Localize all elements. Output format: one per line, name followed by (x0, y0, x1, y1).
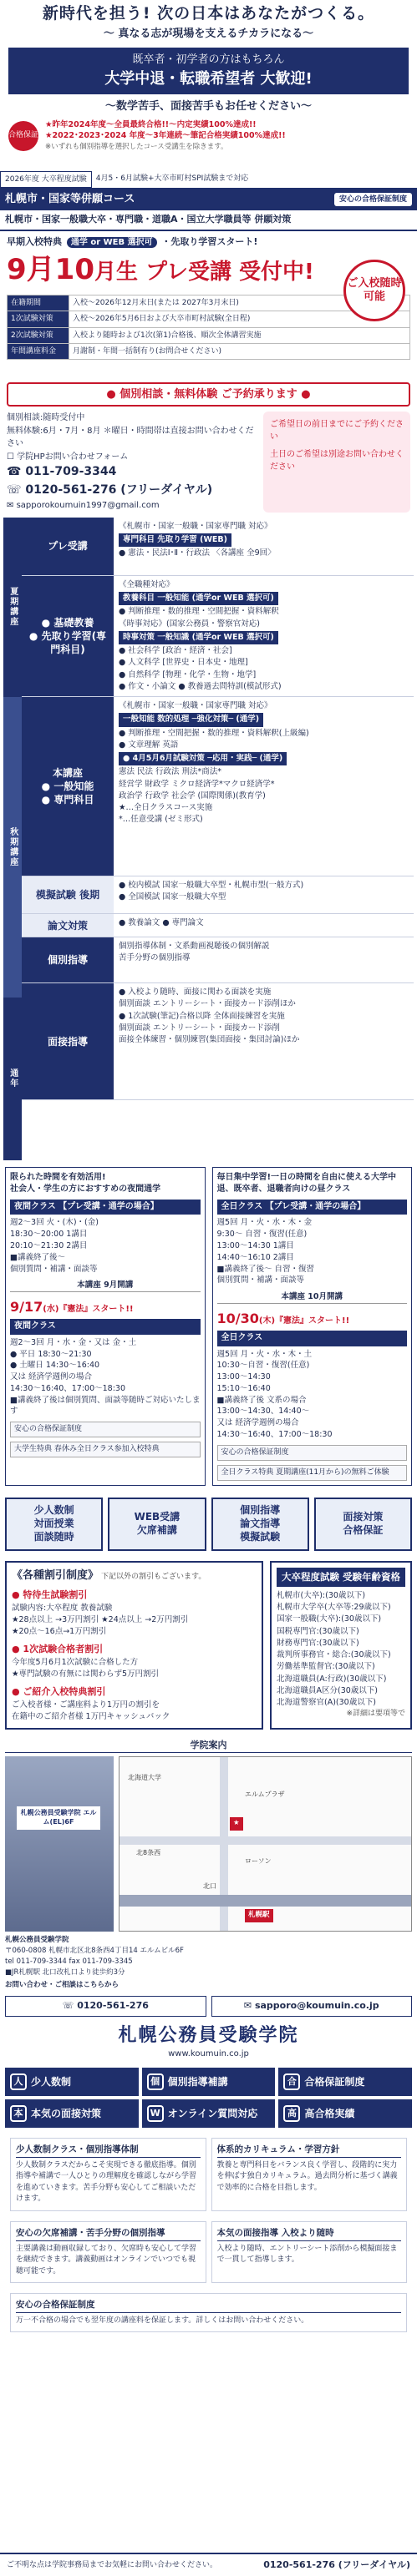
contact-phone-text: 0120-561-276 (77, 2000, 149, 2012)
schedule-line: 《全職種対応》 (119, 579, 175, 589)
address-tel: tel 011-709-3344 fax 011-709-3345 (5, 1957, 133, 1966)
schedule-label: 論文対策 (22, 914, 114, 937)
feature-glyph-icon: 人 (10, 2073, 27, 2090)
consult-line2: 無料体験:6月・7月・8月 ＊曜日・時間帯は直接お問い合わせください (7, 426, 254, 449)
map-label-elm: エルムプラザ (245, 1791, 285, 1799)
side-autumn: 秋期講座 (3, 697, 22, 998)
referral-lines (12, 1700, 257, 1724)
schedule-line: ● 校内模試 国家一般職大卒型・札幌市型(一般方式) (119, 881, 304, 891)
feature-glyph-icon: 合 (283, 2073, 300, 2090)
feature-glyph-icon: W (147, 2105, 164, 2122)
day-class-heading: 毎日集中学習!一日の時間を自由に使える大学中退、既卒者、退職者向けの昼クラス (216, 1172, 397, 1195)
schedule-line: ● 教養論文 ● 専門論文 (119, 918, 204, 928)
night-class-heading: 限られた時間を有効活用! 社会人・学生の方におすすめの夜間通学 (10, 1172, 161, 1195)
address (5, 1935, 412, 1991)
schedule-block (22, 697, 414, 876)
class-line: 又は 経済学週例の場合 (216, 1418, 299, 1428)
class-line: 個別質問・補講・面談等 (216, 1275, 305, 1285)
consultation-body (7, 412, 410, 513)
class-line: 14:30〜16:40、17:00〜18:30 (10, 1383, 126, 1393)
discount-box (5, 1561, 263, 1730)
schedule-line: 個別指導体制・文系動画視聴後の個別解説 (119, 942, 270, 952)
night-start (10, 1297, 201, 1316)
schedule-label: 面接指導 (22, 983, 114, 1099)
schedule-line: ● 憲法・民法Ⅰ･Ⅱ・行政法 〈各講座 全9回〉 (119, 548, 276, 558)
map-label-north: 北口 (203, 1882, 216, 1891)
access-map (119, 1756, 412, 1932)
results-line1: ★昨年2024年度〜全員最終合格!!〜内定実績100%達成!! (45, 119, 257, 129)
info-text: 万一不合格の場合でも翌年度の講座料を保証します。詳しくはお問い合わせください。 (16, 2316, 309, 2325)
schedule-line: ● 4月5月6月試験対策 ─応用・実践─ (通学) (119, 752, 287, 765)
feature-icon-label: オンライン質問対応 (167, 2108, 258, 2119)
page-subtitle: 〜 真なる志が現場を支えるチカラになる〜 (103, 27, 314, 40)
class-line: 又は 経済学週例の場合 (10, 1372, 93, 1382)
info-text: 入校より随時、エントリーシート添削から模擬面接まで一貫して指導します。 (216, 2244, 398, 2265)
access (0, 1735, 417, 1996)
footer-phone[interactable]: 0120-561-276 (フリーダイヤル) (263, 2558, 410, 2570)
day-class (212, 1167, 413, 1486)
schedule-line: 教養科目 一般知能 (通学or WEB 選択可) (119, 592, 278, 605)
feature-icon-label: 高合格実績 (304, 2108, 355, 2119)
schedule-line: ● 社会科学 [政治・経済・社会] (119, 646, 232, 656)
schedule-line: 専門科目 先取り学習 (WEB) (119, 533, 231, 547)
day-start-text: (木)『憲法』スタート!! (258, 1316, 350, 1326)
contact-phone[interactable] (5, 1996, 206, 2017)
discount-title: 《各種割引制度》 (12, 1568, 99, 1582)
schedule-line: *…任意受講 (ゼミ形式) (119, 815, 203, 825)
schedule-block (22, 983, 414, 1100)
band-line1: 既卒者・初学者の方はもちろん (132, 53, 285, 67)
schedule-line: ● 文章理解 英語 (119, 740, 179, 750)
class-line: 20:10〜21:30 2講目 (10, 1240, 88, 1250)
class-line: 週5回 月・火・水・木・土 (216, 1349, 313, 1359)
exam-year: 2026年度 大卒程度試験 (0, 171, 92, 188)
results-line2: ★2022･2023･2024 年度〜3年連続〜筆記合格実績100%達成!! (45, 131, 286, 141)
feature-icon-label: 個別指導補講 (167, 2076, 228, 2088)
schedule-line: ● 入校より随時、面接に関わる面談を実施 (119, 987, 272, 998)
schedule-block (22, 937, 414, 983)
brand (0, 2017, 417, 2063)
schedule-content (114, 914, 414, 937)
inquiry-label: お問い合わせ・ご相談はこちらから (5, 1981, 120, 1990)
age-note: ※詳細は要項等で (346, 1710, 405, 1719)
schedule-content (114, 876, 414, 913)
consultation-info (7, 412, 257, 513)
pre-course-text: 月生 プレ受講 受付中! (94, 260, 314, 285)
day-start-date: 10/30 (216, 1310, 259, 1326)
map-pin-station: 札幌駅 (245, 1909, 273, 1922)
schedule-line: 《札幌市・国家一般職・国家専門職 対応》 (119, 521, 272, 531)
age-item: 国税専門官:(30歳以下) (277, 1626, 359, 1636)
info-block (10, 2293, 407, 2332)
class-types (0, 1160, 417, 1493)
age-item: 国家一般職(大卒):(30歳以下) (277, 1614, 382, 1624)
age-requirements (270, 1561, 412, 1730)
schedule-line: ● 全国模試 国家一般職大卒型 (119, 892, 226, 902)
class-line: ■講義終了後〜 自習・復習 (216, 1264, 314, 1274)
day-class-label: 全日クラス 【プレ受講・通学の場合】 (217, 1200, 408, 1215)
pre-course-month: 9月10 (7, 253, 94, 287)
map-label-kita8: 北8条西 (136, 1849, 161, 1857)
results-row (8, 119, 409, 153)
schedule-content (114, 937, 414, 982)
night-class-label2: 夜間クラス (10, 1319, 201, 1335)
enroll-value: 月謝制・年間一括制有り(お問合せください) (69, 343, 410, 359)
feature-icons (0, 2063, 417, 2133)
mail-icon: ✉ (7, 501, 17, 511)
enroll-key: 在籍期間 (8, 295, 69, 311)
class-line: ★28点以上 →3万円割引 ★24点以上 →2万円割引 (12, 1614, 189, 1624)
class-line: ■講義終了後は個別質問、面談等随時ご対応いたします (10, 1395, 201, 1417)
enroll-row (8, 327, 410, 343)
enroll-key: 1次試験対策 (8, 311, 69, 327)
class-line: 14:30〜16:40、17:00〜18:30 (216, 1429, 333, 1439)
freedial-icon: ☏ (7, 482, 26, 497)
age-item: 財務専門官:(30歳以下) (277, 1638, 359, 1648)
contact-mail[interactable] (211, 1996, 413, 2017)
contact-row (0, 1996, 417, 2017)
reserve-note2: 土日のご希望は別途お問い合わせください (270, 450, 404, 472)
schedule-label: 模擬試験 後期 (22, 876, 114, 913)
day-class-times2 (217, 1349, 408, 1441)
class-line: ■講義終了後〜 (10, 1252, 65, 1262)
page-title: 新時代を担う! 次の日本はあなたがつくる。 (42, 4, 375, 23)
class-line: ● 平日 18:30〜21:30 (10, 1349, 92, 1359)
phone-icon: ☎ (7, 465, 26, 479)
day-bonus: 全日クラス特典 夏期講座(11月から)の無料ご体験 (217, 1465, 408, 1481)
schedule-line: 《札幌市・国家一般職・国家専門職 対応》 (119, 701, 272, 711)
day-guarantee: 安心の合格保証制度 (217, 1445, 408, 1461)
class-line: 13:00〜14:30 1講目 (216, 1240, 294, 1250)
info-heading: 体系的カリキュラム・学習方針 (217, 2144, 402, 2158)
info-text: 教養と専門科目をバランス良く学習し、段階的に実力を伸ばす独自カリキュラム。過去問分析に基づく講義で効率的に合格を目指します。 (216, 2160, 398, 2192)
age-item: 札幌市大学卒(大卒等:29歳以下) (277, 1603, 391, 1613)
age-item: 北海道職員(A:行政)(30歳以下) (277, 1674, 387, 1684)
info-row (5, 2133, 412, 2216)
feature-icon-tile (142, 2099, 276, 2128)
schedule-line: ● 1次試験(筆記)合格以降 全体面接練習を実施 (119, 1011, 285, 1021)
schedule-line: ● 作文・小論文 ● 教養過去問特訓(模試形式) (119, 681, 282, 691)
side-summer: 夏期講座 (3, 518, 22, 697)
access-wrap (5, 1756, 412, 1932)
early-line-end: ・先取り学習スタート! (161, 235, 258, 247)
feature-icon-label: 合格保証制度 (304, 2076, 365, 2088)
results-lines (45, 119, 286, 153)
info-text: 少人数制クラスだからこそ実現できる徹底指導。個別指導や補講で一人ひとりの理解度を確認しながら学習を進めていきます。苦手分野も安心してご相談いただけます。 (16, 2160, 197, 2204)
feature-icon-tile (278, 2068, 412, 2096)
night-class (5, 1167, 206, 1486)
feature-glyph-icon: 本 (10, 2105, 27, 2122)
info-row (5, 2216, 412, 2288)
class-line: 13:00〜14:30、14:40〜 (216, 1407, 310, 1417)
reserve-note1: ご希望日の前日までにご予約ください (270, 420, 404, 442)
exam-scope: 4月5・6月試験+大卒市町村SPI試験まで対応 (95, 174, 249, 183)
schedule-line: 憲法 民法 行政法 刑法*商法* (119, 767, 222, 777)
day-start (217, 1309, 408, 1328)
class-line: 18:30〜20:00 1講目 (10, 1230, 88, 1240)
scholar-lines (12, 1603, 257, 1639)
schedule-line: ★…全日クラスコース実施 (119, 803, 213, 813)
building-sign: 札幌公務員受験学院 エルム(EL)6F (17, 1806, 100, 1830)
early-line (7, 236, 410, 249)
band-line2: 大学中退・転職希望者 大歓迎! (104, 69, 313, 88)
exam-date-bar (0, 171, 417, 189)
schedule-block (22, 876, 414, 914)
class-line: 個別質問・補講・面談等 (10, 1264, 98, 1274)
pass-lines (12, 1657, 257, 1681)
schedule-content (114, 697, 414, 876)
age-item: 札幌市(大卒):(30歳以下) (277, 1590, 366, 1600)
address-route: ■JR札幌駅 北口改札口より徒歩約3分 (5, 1967, 125, 1977)
brand-name: 札幌公務員受験学院 (118, 2024, 299, 2046)
footer-note: ご不明な点は学院事務局までお気軽にお問い合わせください。 (7, 2560, 218, 2569)
feature-icon-tile (278, 2099, 412, 2128)
feature-glyph-icon: 高 (283, 2105, 300, 2122)
class-line: 週2〜3回 月・水・金・又は 金・土 (10, 1337, 137, 1347)
side-yearround: 通年 (3, 998, 22, 1160)
course-title: 札幌市・国家等併願コース (5, 193, 135, 206)
night-main-course: 本講座 9月開講 (10, 1280, 201, 1292)
info-block (211, 2138, 408, 2211)
scholar-heading: ● 特待生試験割引 (12, 1589, 88, 1601)
discounts (0, 1556, 417, 1735)
results-note: ※いずれも個別指導を選択したコース受講生を除きます。 (45, 143, 228, 152)
schedule-line: 経営学 財政学 ミクロ経済学*マクロ経済学* (119, 779, 275, 789)
feature-icon-label: 少人数制 (31, 2076, 72, 2088)
schedule-line: 《時事対応》(国家公務員・警察官対応) (119, 619, 260, 629)
guarantee-badge: 合格保証 (8, 121, 38, 151)
schedule-content (114, 983, 414, 1099)
phone-text: 011-709-3344 (25, 465, 117, 479)
form-icon: ☐ (7, 452, 18, 462)
schedule (0, 518, 417, 1160)
guarantee-tag: 安心の合格保証制度 (334, 193, 412, 206)
email-link[interactable] (7, 499, 257, 513)
day-main-course: 本講座 10月開講 (217, 1291, 408, 1304)
class-line: 今年度5月6月1次試験に合格した方 (12, 1657, 139, 1667)
course-list: 札幌市・国家一般職大卒・専門職・道職A・国立大学職員等 併願対策 (0, 210, 417, 231)
brand-url[interactable]: www.koumuin.co.jp (168, 2048, 249, 2058)
class-line: 13:00〜14:30 (216, 1372, 271, 1382)
class-line: 週5回 月・火・水・木・金 (216, 1218, 313, 1228)
discount-note: 下記以外の割引もございます。 (101, 1572, 206, 1581)
info-block (10, 2221, 206, 2283)
class-line: 9:30〜 自習・復習(任意) (216, 1230, 308, 1240)
night-student-bonus: 大学生特典 春休み全日クラス参加入校特典 (10, 1442, 201, 1457)
schedule-line: ● 判断推理・空間把握・数的推理・資料解釈(上級編) (119, 728, 309, 738)
map-road-h (120, 1836, 411, 1845)
early-enrollment (0, 231, 417, 377)
early-label: 早期入校特典 (7, 235, 62, 247)
info-heading: 少人数制クラス・個別指導体制 (16, 2144, 201, 2158)
contact-form-label: 学院HPお問い合わせフォーム (17, 452, 129, 462)
info-text: 主要講義は動画収録しており、欠席時も安心して学習を継続できます。講義動画はオンラインでいつでも視聴可能です。 (16, 2244, 197, 2275)
feature-icon-tile (142, 2068, 276, 2096)
feature-tile: 個別指導 論文指導 模擬試験 (211, 1498, 309, 1551)
sub-message: 〜数学苦手、面接苦手もお任せください〜 (104, 100, 312, 114)
feature-tiles (0, 1493, 417, 1556)
schedule-block (22, 518, 414, 576)
night-class-label: 夜間クラス 【プレ受講・通学の場合】 (10, 1200, 201, 1215)
schedule-block (22, 914, 414, 937)
info-heading: 安心の合格保証制度 (16, 2299, 401, 2313)
consultation-title: ● 個別相談・無料体験 ご予約承ります ● (7, 382, 410, 407)
day-class-times (217, 1217, 408, 1286)
info-block (211, 2221, 408, 2283)
class-line: ★専門試験の有無には関わらず5万円割引 (12, 1669, 160, 1679)
reservation-note (263, 412, 410, 513)
schedule-main (22, 518, 414, 1160)
night-class-times2 (10, 1337, 201, 1417)
class-line: 14:40〜16:10 2講目 (216, 1252, 294, 1262)
enroll-anytime-circle: ご入校随時可能 (343, 260, 405, 321)
age-item: 北海道警察官(A)(30歳以下) (277, 1698, 376, 1708)
address-line: 〒060-0808 札幌市北区北8条西4丁目14 エルムビル6F (5, 1947, 184, 1956)
info-blocks (0, 2133, 417, 2337)
feature-tile: WEB受講 欠席補講 (108, 1498, 206, 1551)
class-line: 試験内容:大卒程度 教養試験 (12, 1603, 113, 1613)
map-rail (120, 1895, 411, 1907)
schedule-label: ● 基礎教養 ● 先取り学習(専門科目) (22, 576, 114, 696)
schedule-line: 政治学 行政学 社会学 (国際関係)(教育学) (119, 790, 266, 801)
age-title: 大卒程度試験 受験年齢資格 (277, 1568, 405, 1587)
map-label-univ: 北海道大学 (128, 1774, 161, 1782)
early-pill: 通学 or WEB 選択可 (67, 237, 157, 248)
enroll-key: 年間講座料金 (8, 343, 69, 359)
schedule-label: 本講座 ● 一般知能 ● 専門科目 (22, 697, 114, 876)
schedule-block (22, 576, 414, 697)
map-pin-school: ★ (230, 1817, 243, 1830)
enroll-row (8, 311, 410, 327)
schedule-line: 個別面談 エントリーシート・面接カード添削 (119, 1023, 280, 1033)
schedule-line: 時事対策 一般知識 (通学or WEB 選択可) (119, 631, 278, 644)
enroll-value: 入校〜2026年12月末日(または 2027年3月末日) (69, 295, 410, 311)
schedule-content (114, 576, 414, 696)
class-line: ご入校者様・ご講座料より1万円の割引を (12, 1700, 160, 1710)
schedule-label: プレ受講 (22, 518, 114, 575)
schedule-line: 苦手分野の個別指導 (119, 953, 191, 963)
schedule-line: 個別面談 エントリーシート・面接カード添削ほか (119, 999, 296, 1009)
class-line: 15:10〜16:40 (216, 1383, 271, 1393)
info-block (10, 2138, 206, 2211)
target-band (8, 48, 409, 94)
enroll-key: 2次試験対策 (8, 327, 69, 343)
phone-icon: ☏ (62, 2000, 78, 2012)
info-row (5, 2288, 412, 2337)
schedule-line: 一般知能 数的処理 ─強化対策─ (通学) (119, 713, 263, 726)
schedule-side (3, 518, 22, 1160)
consult-line1: 個別相談:随時受付中 (7, 413, 85, 423)
enroll-value: 入校〜2026年5月6日および大卒市町村試験(全日程) (69, 311, 410, 327)
access-title: 学院案内 (5, 1740, 412, 1753)
schedule-line: ● 判断推理・数的推理・空間把握・資料解釈 (119, 607, 279, 617)
footer (0, 2553, 417, 2576)
contact-form-link[interactable] (7, 451, 257, 464)
feature-tile: 面接対策 合格保証 (314, 1498, 412, 1551)
feature-tile: 少人数制 対面授業 面談随時 (5, 1498, 103, 1551)
free-consultation (0, 377, 417, 518)
schedule-line: ● 自然科学 [物理・化学・生物・地学] (119, 669, 257, 679)
discount-title-row (12, 1568, 257, 1584)
night-class-times (10, 1217, 201, 1275)
referral-heading: ● ご紹介入校特典割引 (12, 1686, 106, 1698)
building-photo (5, 1756, 114, 1932)
email-text: sapporokoumuin1997@gmail.com (16, 501, 160, 511)
schedule-line: ● 人文科学 [世界史・日本史・地理] (119, 658, 248, 668)
course-title-bar (0, 189, 417, 210)
info-heading: 本気の面接指導 入校より随時 (217, 2227, 402, 2241)
map-label-lawson: ローソン (245, 1857, 272, 1866)
enroll-value: 入校より随時および1次(第1)合格後、順次全体講習実施 (69, 327, 410, 343)
class-line: ★20点〜16点→1万円割引 (12, 1627, 107, 1637)
class-line: 在籍中のご紹介者様 1万円キャッシュバック (12, 1712, 170, 1722)
age-item: 労働基準監督官:(30歳以下) (277, 1662, 375, 1672)
feature-icon-tile (5, 2068, 139, 2096)
phone-number[interactable] (7, 463, 257, 482)
enroll-row (8, 343, 410, 359)
night-start-text: (水)『憲法』スタート!! (43, 1305, 134, 1315)
schedule-content (114, 518, 414, 575)
feature-icon-label: 本気の面接対策 (31, 2108, 102, 2119)
mail-icon: ✉ (243, 2000, 255, 2012)
address-name: 札幌公務員受験学院 (5, 1936, 69, 1945)
age-list (277, 1590, 405, 1710)
class-line: ■講義終了後 文系の場合 (216, 1395, 307, 1405)
freedial-text: 0120-561-276 (フリーダイヤル) (25, 482, 213, 497)
feature-glyph-icon: 個 (147, 2073, 164, 2090)
age-item: 裁判所事務官・総合:(30歳以下) (277, 1650, 391, 1660)
age-item: 北海道職員A区分(30歳以下) (277, 1685, 379, 1695)
class-line: ● 土曜日 14:30〜16:40 (10, 1361, 100, 1371)
class-line: 10:30〜自習・復習(任意) (216, 1361, 310, 1371)
info-heading: 安心の欠席補講・苦手分野の個別指導 (16, 2227, 201, 2241)
freedial-number[interactable] (7, 482, 257, 500)
header (0, 0, 417, 171)
day-class-label2: 全日クラス (217, 1331, 408, 1346)
contact-mail-text: sapporo@koumuin.co.jp (254, 2000, 379, 2012)
feature-icon-tile (5, 2099, 139, 2128)
pass-heading: ● 1次試験合格者割引 (12, 1644, 104, 1655)
schedule-label: 個別指導 (22, 937, 114, 982)
schedule-line: 面接全体練習・個別練習(集団面接・集団討論)ほか (119, 1035, 300, 1045)
night-start-date: 9/17 (10, 1299, 43, 1316)
class-line: 週2〜3回 火・(木)・(金) (10, 1218, 99, 1228)
night-guarantee: 安心の合格保証制度 (10, 1422, 201, 1437)
